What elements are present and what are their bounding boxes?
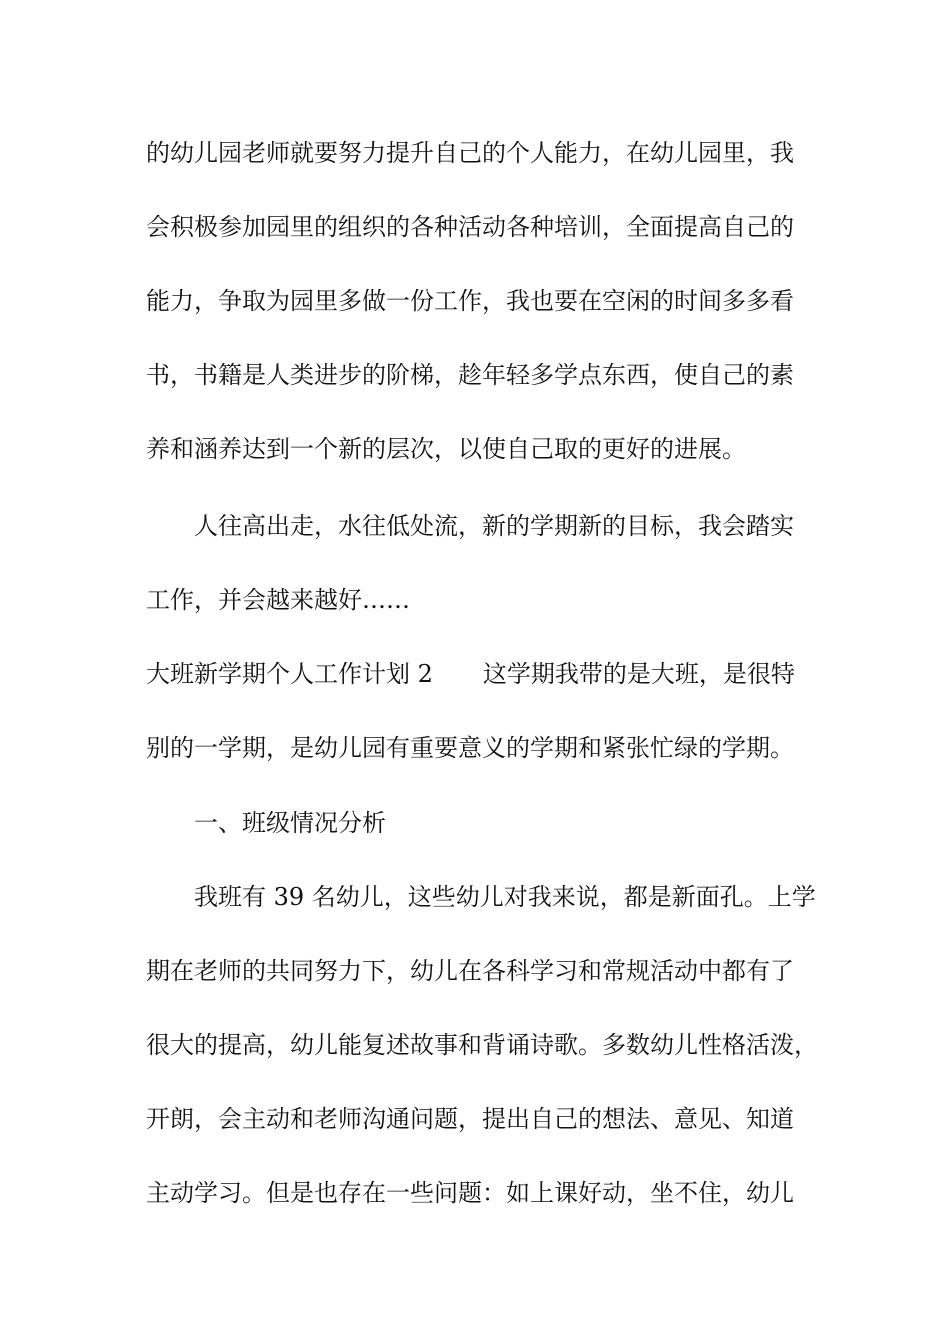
subheading: 一、班级情况分析: [194, 809, 386, 837]
body-line: 能力，争取为园里多做一份工作，我也要在空闲的时间多多看: [146, 287, 794, 315]
body-line: 开朗，会主动和老师沟通问题，提出自己的想法、意见、知道: [146, 1105, 794, 1133]
section-title: 大班新学期个人工作计划 2: [146, 660, 433, 688]
body-line: 很大的提高，幼儿能复述故事和背诵诗歌。多数幼儿性格活泼，: [146, 1031, 818, 1059]
section-first-line: 这学期我带的是大班，是很特: [482, 660, 795, 688]
body-line: 的幼儿园老师就要努力提升自己的个人能力，在幼儿园里，我: [146, 139, 794, 167]
body-line: 会积极参加园里的组织的各种活动各种培训，全面提高自己的: [146, 213, 794, 241]
body-line: 工作，并会越来越好……: [146, 586, 410, 614]
body-line: 书，书籍是人类进步的阶梯，趁年轻多学点东西，使自己的素: [146, 361, 794, 389]
body-line: 养和涵养达到一个新的层次，以使自己取的更好的进展。: [146, 435, 746, 463]
body-line: 人往高出走，水往低处流，新的学期新的目标，我会踏实: [194, 512, 794, 540]
body-line: 期在老师的共同努力下，幼儿在各科学习和常规活动中都有了: [146, 957, 794, 985]
body-line: 主动学习。但是也存在一些问题：如上课好动，坐不住，幼儿: [146, 1179, 794, 1207]
body-line: 别的一学期，是幼儿园有重要意义的学期和紧张忙绿的学期。: [146, 734, 794, 762]
body-line: 我班有 39 名幼儿，这些幼儿对我来说，都是新面孔。上学: [194, 883, 816, 911]
section-heading-line: [146, 659, 846, 689]
